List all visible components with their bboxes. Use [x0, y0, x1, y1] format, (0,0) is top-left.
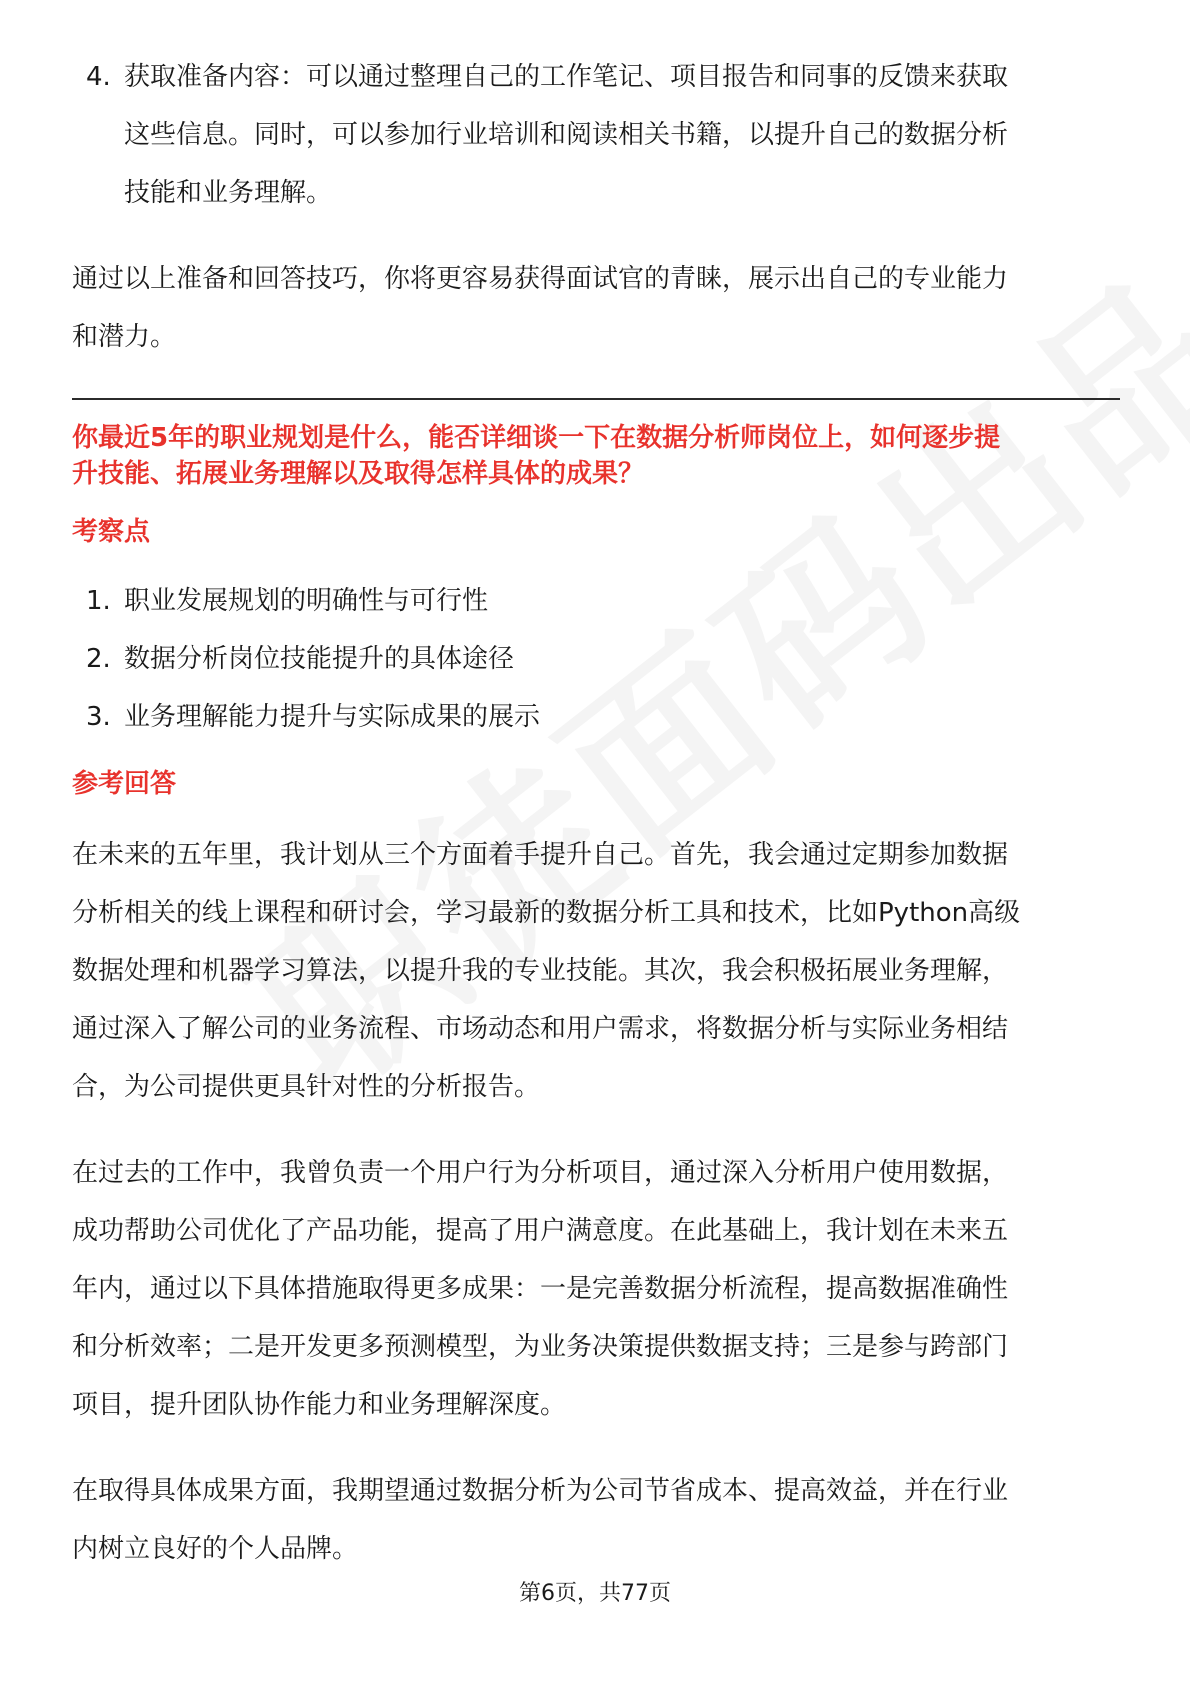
paragraph-line: 内树立良好的个人品牌。: [72, 1534, 359, 1564]
list-text: 职业发展规划的明确性与可行性: [124, 586, 489, 616]
paragraph-line: 通过以上准备和回答技巧，你将更容易获得面试官的青睐，展示出自己的专业能力: [72, 264, 1009, 294]
paragraph-line: 分析相关的线上课程和研讨会，学习最新的数据分析工具和技术，比如Python高级: [72, 898, 1021, 928]
answer-paragraph: [72, 826, 1120, 1116]
answer-title: 参考回答: [72, 769, 177, 799]
paragraph-line: 成功帮助公司优化了产品功能，提高了用户满意度。在此基础上，我计划在未来五: [72, 1216, 1009, 1246]
list-text: 业务理解能力提升与实际成果的展示: [124, 702, 541, 732]
list-number: 1.: [86, 586, 111, 616]
question-line: 你最近5年的职业规划是什么，能否详细谈一下在数据分析师岗位上，如何逐步提: [72, 423, 1001, 453]
list-item: [72, 630, 1120, 688]
list-item: [72, 48, 1120, 222]
paragraph-line: 合，为公司提供更具针对性的分析报告。: [72, 1072, 541, 1102]
question-heading: [72, 420, 1120, 492]
list-number: 2.: [86, 644, 111, 674]
points-title: 考察点: [72, 517, 151, 547]
list-item: [72, 688, 1120, 746]
conclusion-paragraph: [72, 250, 1120, 366]
list-item: [72, 572, 1120, 630]
list-number: 4.: [86, 62, 111, 92]
list-text-line: 技能和业务理解。: [124, 178, 333, 208]
answer-paragraph: [72, 1462, 1120, 1578]
paragraph-line: 在未来的五年里，我计划从三个方面着手提升自己。首先，我会通过定期参加数据: [72, 840, 1009, 870]
list-text: [124, 48, 1120, 222]
paragraph-line: 通过深入了解公司的业务流程、市场动态和用户需求，将数据分析与实际业务相结: [72, 1014, 1009, 1044]
page-content: [72, 48, 1120, 1578]
answer-paragraph: [72, 1144, 1120, 1434]
paragraph-line: 年内，通过以下具体措施取得更多成果：一是完善数据分析流程，提高数据准确性: [72, 1274, 1009, 1304]
list-text: 数据分析岗位技能提升的具体途径: [124, 644, 515, 674]
paragraph-line: 在过去的工作中，我曾负责一个用户行为分析项目，通过深入分析用户使用数据，: [72, 1158, 1009, 1188]
paragraph-line: 数据处理和机器学习算法，以提升我的专业技能。其次，我会积极拓展业务理解，: [72, 956, 1009, 986]
list-text-line: 这些信息。同时，可以参加行业培训和阅读相关书籍，以提升自己的数据分析: [124, 120, 1009, 150]
paragraph-line: 项目，提升团队协作能力和业务理解深度。: [72, 1390, 567, 1420]
list-text-line: 获取准备内容：可以通过整理自己的工作笔记、项目报告和同事的反馈来获取: [124, 62, 1009, 92]
page-footer: 第6页，共77页: [519, 1581, 671, 1606]
paragraph-line: 和分析效率；二是开发更多预测模型，为业务决策提供数据支持；三是参与跨部门: [72, 1332, 1009, 1362]
list-number: 3.: [86, 702, 111, 732]
paragraph-line: 和潜力。: [72, 322, 177, 352]
question-line: 升技能、拓展业务理解以及取得怎样具体的成果？: [72, 459, 645, 489]
paragraph-line: 在取得具体成果方面，我期望通过数据分析为公司节省成本、提高效益，并在行业: [72, 1476, 1009, 1506]
